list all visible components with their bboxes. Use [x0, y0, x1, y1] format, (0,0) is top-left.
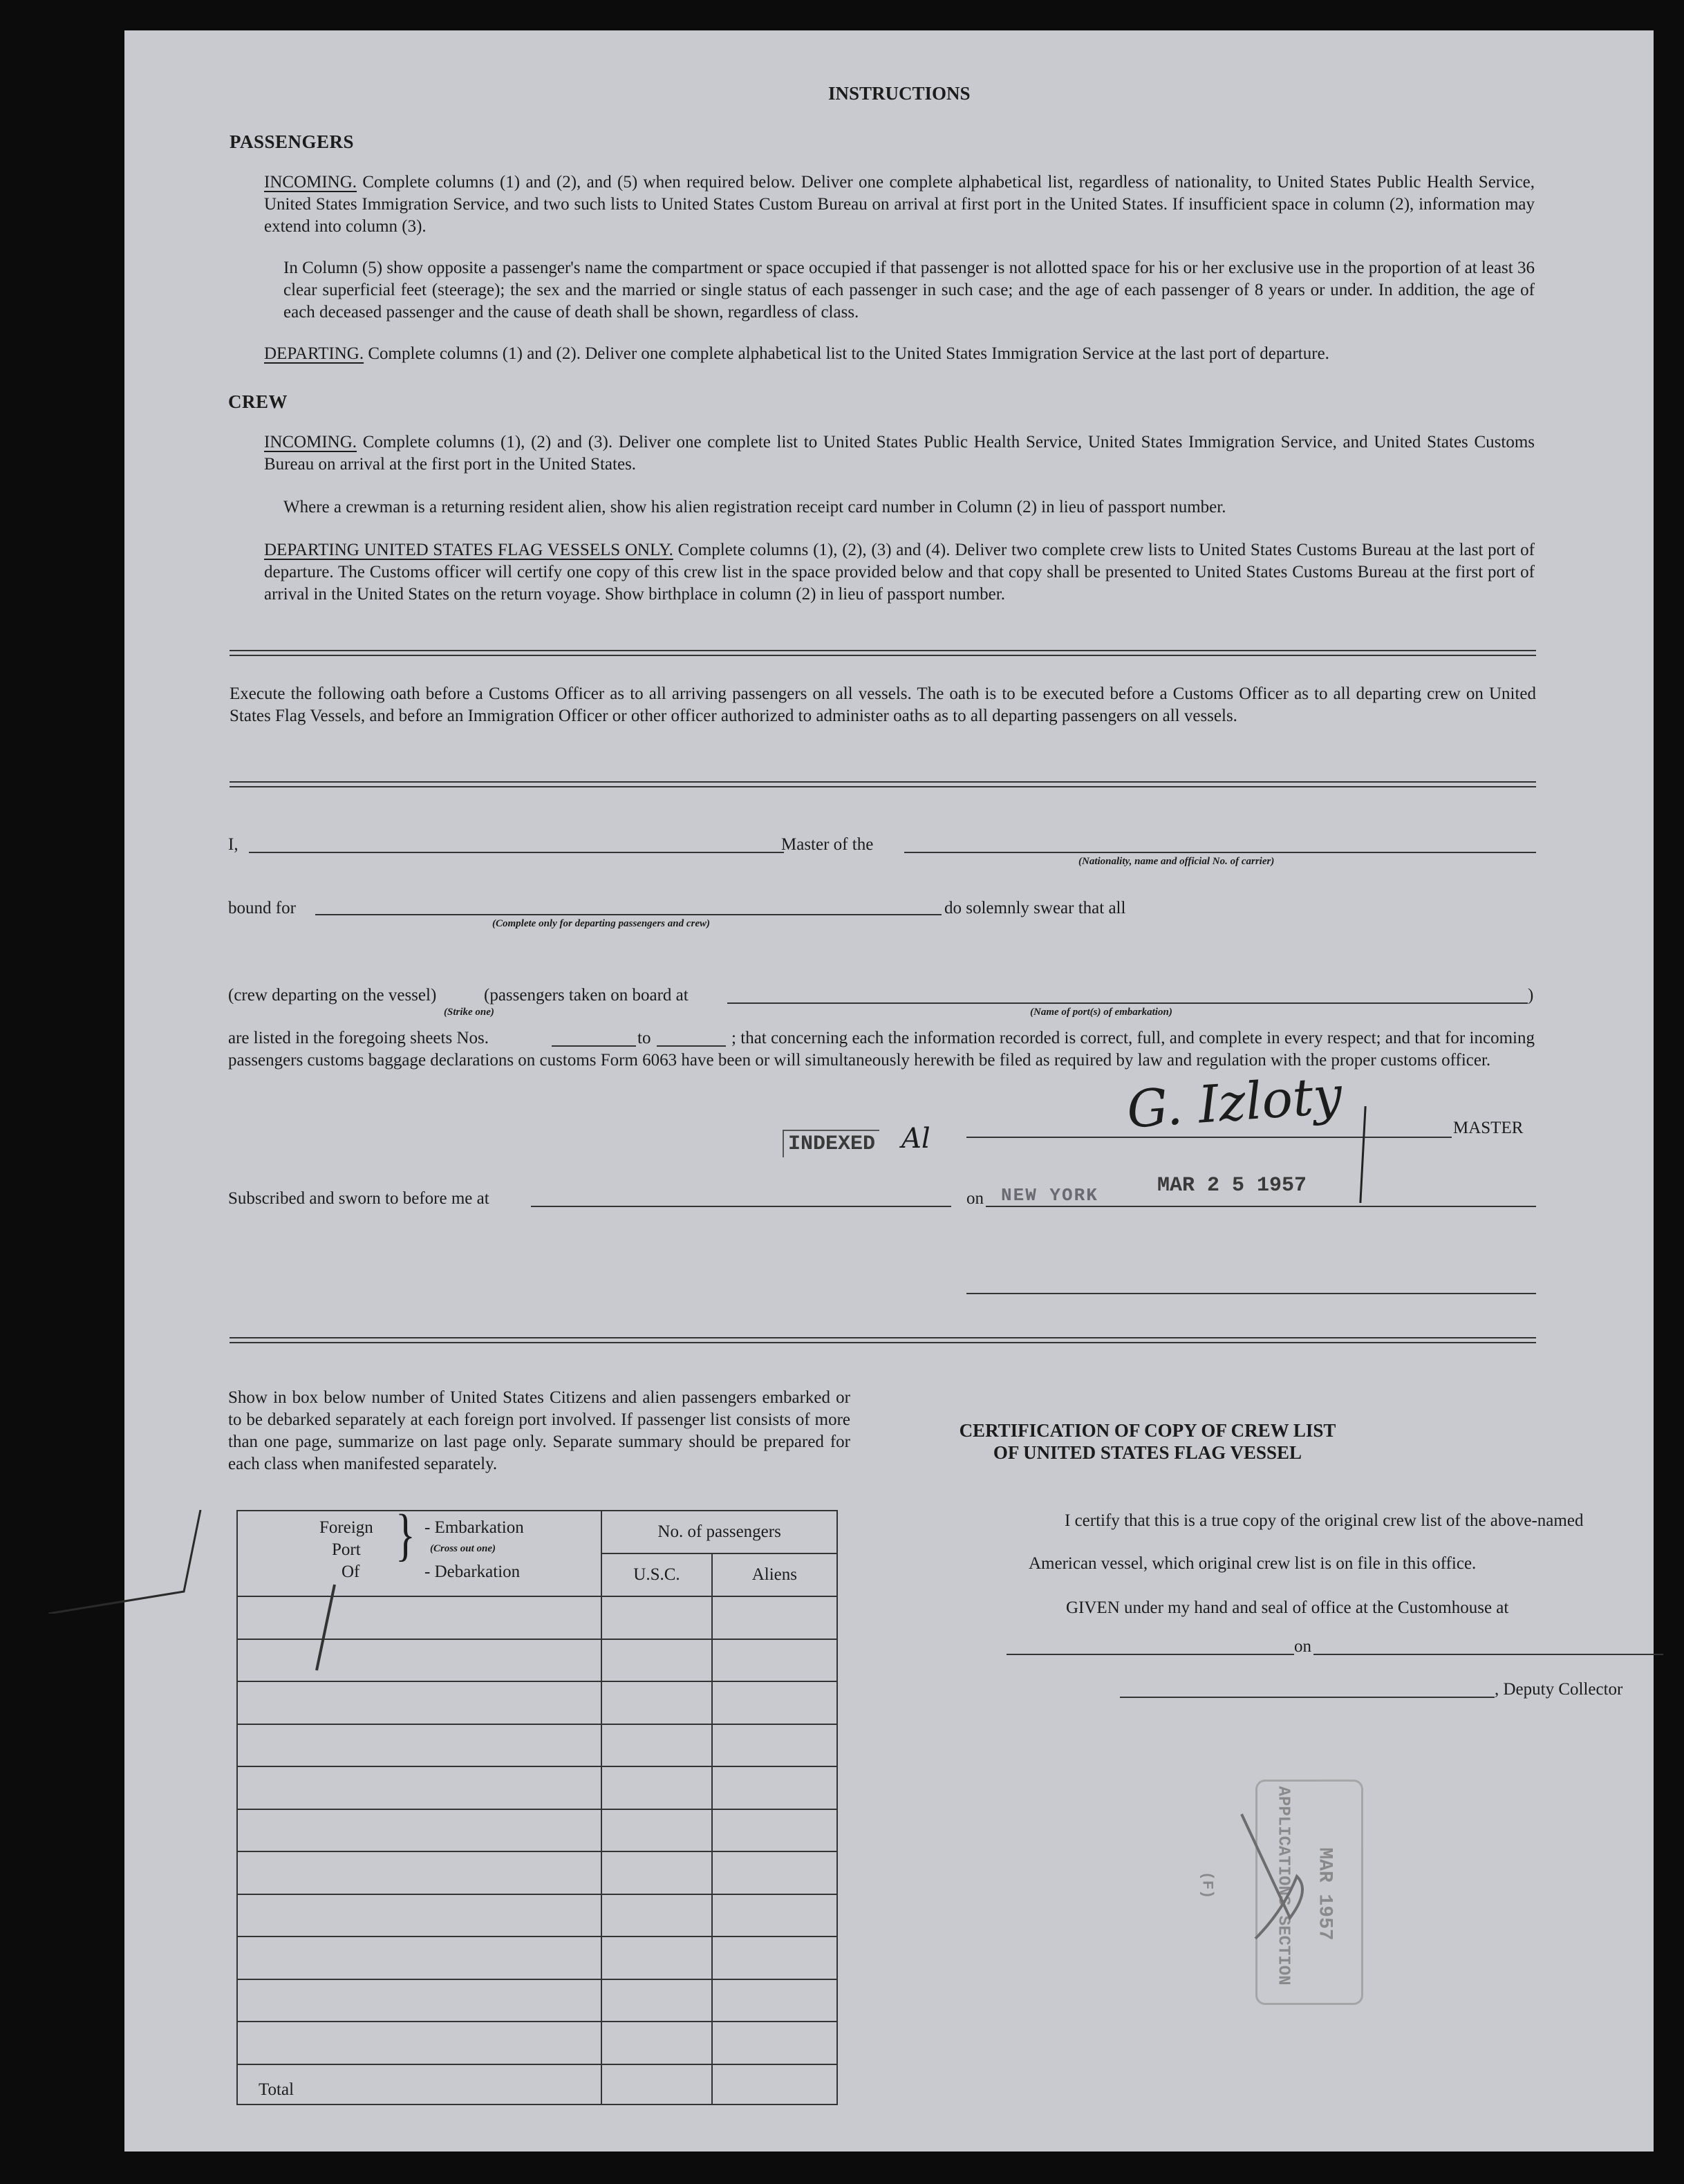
certification-line-1: I certify that this is a true copy of the original crew list of the above-named [1065, 1511, 1584, 1530]
crewman-paragraph: Where a crewman is a returning resident alien, show his alien registration receipt card number in Column (2) in lieu of passport number. [283, 498, 1226, 516]
passengers-departing-label: DEPARTING. [264, 344, 364, 363]
subscribed-label: Subscribed and sworn to before me at [228, 1189, 489, 1208]
usc-cell[interactable] [601, 1639, 711, 1682]
port-cell[interactable] [237, 2022, 601, 2064]
port-cell[interactable] [237, 1724, 601, 1767]
aliens-cell[interactable] [712, 1681, 837, 1724]
column5-paragraph: In Column (5) show opposite a passenger's name the compartment or space occupied if that passenger is not allotted space for his or her exclusive use in the proportion of at least 36 clear superficial feet (steerage); the sex and the married or single status of each passenger in such case; and the age of each passenger of 8 years or under. In addition, the age of each deceased passenger and the cause of death shall be shown, regardless of class. [283, 259, 1535, 321]
divider [230, 1337, 1536, 1343]
stamp-code-text: (F) [1198, 1871, 1216, 1899]
table-row [237, 1724, 837, 1767]
aliens-cell[interactable] [712, 1851, 837, 1894]
port-header-cell [237, 1502, 601, 1596]
crew-incoming-paragraph [264, 431, 1535, 476]
page-title: INSTRUCTIONS [828, 83, 971, 104]
certification-title-1: CERTIFICATION OF COPY OF CREW LIST [959, 1420, 1336, 1441]
table-row [237, 1894, 837, 1937]
deputy-collector-label: , Deputy Collector [1495, 1680, 1623, 1699]
usc-cell[interactable] [601, 1681, 711, 1724]
port-cell[interactable] [237, 1936, 601, 1979]
table-row [237, 1766, 837, 1809]
customhouse-field[interactable] [1007, 1654, 1294, 1655]
crew-heading: CREW [228, 391, 288, 412]
usc-cell[interactable] [601, 2022, 711, 2064]
passengers-incoming-label: INCOMING. [264, 173, 357, 192]
total-label: Total [237, 2064, 601, 2104]
document-page [124, 30, 1654, 2152]
master-signature: G. Izloty [1125, 1065, 1345, 1140]
stamp-pen-mark [1228, 1807, 1338, 1945]
passengers-taken-option: (passengers taken on board at [484, 986, 689, 1005]
signature-stroke [1359, 1106, 1366, 1203]
crew-departing-option: (crew departing on the vessel) [228, 986, 437, 1005]
deputy-collector-field[interactable] [1120, 1697, 1495, 1698]
aliens-cell[interactable] [712, 1639, 837, 1682]
oath-intro: Execute the following oath before a Customs Officer as to all arriving passengers on all vessels. The oath is to be executed before a Customs Officer as to all departing crew on United States Flag Vessels, and before an Immigration Officer or other officer authorized to administer oaths as to all departing passengers on all vessels. [230, 684, 1536, 725]
table-row [237, 2022, 837, 2064]
master-of-label: Master of the [781, 835, 874, 854]
certification-date-field[interactable] [1313, 1654, 1663, 1655]
certification-line-3: GIVEN under my hand and seal of office at the Customhouse at [1066, 1598, 1509, 1617]
carrier-field[interactable] [904, 852, 1536, 853]
no-passengers-header: No. of passengers [601, 1511, 837, 1553]
place-stamp: NEW YORK [1001, 1185, 1098, 1206]
port-cell[interactable] [237, 1894, 601, 1937]
aliens-cell[interactable] [712, 1894, 837, 1937]
oath-i-label: I, [228, 835, 238, 854]
aliens-cell[interactable] [712, 1979, 837, 2022]
date-stamp: MAR 2 5 1957 [1157, 1174, 1307, 1197]
crew-incoming-text: Complete columns (1), (2) and (3). Deliver one complete list to United States Public Health Service, United States Immigration Service, and United States Customs Bureau on arrival at the first port in the United States. [264, 433, 1535, 474]
table-row [237, 1979, 837, 2022]
flag-vessels-label: DEPARTING UNITED STATES FLAG VESSELS ONLY. [264, 541, 673, 559]
passengers-heading: PASSENGERS [230, 131, 355, 152]
master-name-field[interactable] [249, 852, 784, 853]
usc-cell[interactable] [601, 1809, 711, 1852]
port-caption: (Name of port(s) of embarkation) [1030, 1007, 1172, 1018]
brace-icon: } [395, 1502, 415, 1567]
port-cell[interactable] [237, 1766, 601, 1809]
usc-cell[interactable] [601, 1596, 711, 1639]
port-label: Port [332, 1540, 361, 1559]
foreign-label: Foreign [319, 1518, 373, 1537]
divider [230, 781, 1536, 787]
sworn-on-label: on [966, 1189, 984, 1208]
certification-line-2: American vessel, which original crew list is on file in this office. [1029, 1554, 1477, 1573]
port-cell[interactable] [237, 1809, 601, 1852]
passengers-incoming-text: Complete columns (1) and (2), and (5) when required below. Deliver one complete alphabetical list, regardless of nationality, to United States Public Health Service, United States Immigration Service, and two such lists to United States Custom Bureau on arrival at first port in the United States. If insufficient space in column (2), information may extend into column (3). [264, 173, 1535, 236]
bound-for-field[interactable] [315, 914, 942, 915]
usc-cell[interactable] [601, 1766, 711, 1809]
passengers-departing-paragraph [264, 343, 1535, 365]
master-label: MASTER [1453, 1119, 1524, 1137]
swear-text: do solemnly swear that all [944, 899, 1126, 917]
master-signature-line[interactable] [966, 1137, 1452, 1138]
total-usc-cell[interactable] [601, 2064, 711, 2104]
aliens-cell[interactable] [712, 1936, 837, 1979]
aliens-cell[interactable] [712, 1766, 837, 1809]
usc-cell[interactable] [601, 1894, 711, 1937]
officer-signature-line[interactable] [966, 1293, 1536, 1294]
crew-incoming-label: INCOMING. [264, 433, 357, 451]
usc-header: U.S.C. [601, 1553, 711, 1596]
port-cell[interactable] [237, 1681, 601, 1724]
usc-cell[interactable] [601, 1936, 711, 1979]
debarkation-label: - Debarkation [424, 1562, 521, 1581]
listed-label: are listed in the foregoing sheets Nos. [228, 1029, 489, 1047]
port-cell[interactable] [237, 1851, 601, 1894]
usc-cell[interactable] [601, 1851, 711, 1894]
cross-out-caption: (Cross out one) [430, 1543, 496, 1554]
aliens-cell[interactable] [712, 1809, 837, 1852]
indexed-initials: Al [901, 1123, 930, 1155]
aliens-cell[interactable] [712, 2022, 837, 2064]
aliens-header: Aliens [712, 1553, 837, 1596]
usc-cell[interactable] [601, 1979, 711, 2022]
summary-instructions: Show in box below number of United States Citizens and alien passengers embarked or to be debarked separately at each foreign port involved. If passenger list consists of more than one page, summarize on last page only. Separate summary should be prepared for each class when manifested separately. [228, 1388, 850, 1473]
table-row [237, 1936, 837, 1979]
passengers-incoming-paragraph [264, 171, 1535, 238]
embarkation-label: - Embarkation [424, 1518, 524, 1537]
flag-vessels-text: Complete columns (1), (2), (3) and (4). Deliver two complete crew lists to United States Customs Bureau at the last port of departure. The Customs officer will certify one copy of this crew list in the space provided below and that copy shall be presented to United States Customs Bureau at the first port of arrival in the United States on the return voyage. Show birthplace in column (2) in lieu of passport number. [264, 541, 1535, 604]
stamp-section-text: APPLICATIONS SECTION [1273, 1786, 1293, 1986]
certification-on-label: on [1294, 1637, 1311, 1656]
flag-vessels-paragraph [264, 539, 1535, 606]
port-cell[interactable] [237, 1639, 601, 1682]
strike-caption: (Strike one) [444, 1007, 494, 1018]
stamp-date-text: MAR 1957 [1313, 1847, 1336, 1941]
certification-title-2: OF UNITED STATES FLAG VESSEL [993, 1442, 1302, 1463]
embarkation-port-field[interactable] [727, 1002, 1528, 1004]
table-row [237, 1681, 837, 1724]
table-row [237, 1851, 837, 1894]
total-aliens-cell[interactable] [712, 2064, 837, 2104]
aliens-cell[interactable] [712, 1596, 837, 1639]
sworn-at-field[interactable] [531, 1206, 951, 1207]
aliens-cell[interactable] [712, 1724, 837, 1767]
usc-cell[interactable] [601, 1724, 711, 1767]
pencil-slash-mark [304, 1582, 346, 1679]
listed-text: ; that concerning each the information recorded is correct, full, and complete in every respect; and that for incoming passengers customs baggage declarations on customs Form 6063 have been or will simultaneously herewith be filed as required by law and regulation with the proper customs officer. [228, 1029, 1535, 1070]
received-stamp [1198, 1780, 1380, 2008]
indexed-stamp: INDEXED [783, 1130, 879, 1157]
of-label: Of [342, 1562, 360, 1581]
port-cell[interactable] [237, 1979, 601, 2022]
bound-for-label: bound for [228, 899, 296, 917]
table-row [237, 1809, 837, 1852]
passengers-departing-text: Complete columns (1) and (2). Deliver one complete alphabetical list to the United States Immigration Service at the last port of departure. [368, 344, 1329, 363]
carrier-caption: (Nationality, name and official No. of carrier) [1078, 856, 1275, 867]
sworn-date-field[interactable] [986, 1206, 1536, 1207]
port-cell[interactable] [237, 1596, 601, 1639]
listed-to-label: to [637, 1029, 651, 1047]
divider [230, 650, 1536, 656]
close-paren: ) [1528, 986, 1534, 1005]
bound-for-caption: (Complete only for departing passengers and crew) [492, 918, 710, 929]
margin-bracket-mark [48, 1510, 221, 1614]
